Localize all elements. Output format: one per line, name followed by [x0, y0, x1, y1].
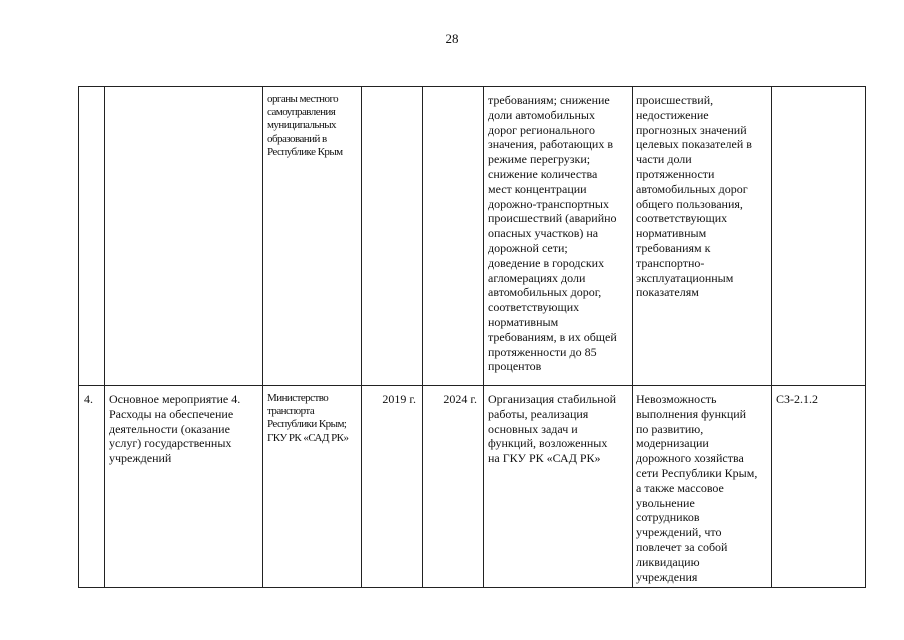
measure-cell: [105, 87, 263, 386]
consequence-text: Невозможность выполнения функций по развитию, модернизации дорожного хозяйства сети Республики Крым, а также массовое увольнение сотрудников учреждений, что повлечет за собой ликвидацию учреждения: [636, 392, 758, 584]
executor-cell: [263, 87, 362, 386]
end-year-cell: [423, 87, 484, 386]
consequence-cell: [633, 386, 772, 588]
row-number-cell: [79, 87, 105, 386]
start-year: 2019 г.: [382, 392, 416, 406]
indicator-text: СЗ-2.1.2: [776, 392, 819, 406]
executor-text: органы местного самоуправления муниципальных образований в Республике Крым: [267, 93, 343, 158]
end-year: 2024 г.: [443, 392, 477, 406]
program-measures-table: [78, 86, 866, 588]
start-year-cell: [362, 386, 423, 588]
consequence-cell: [633, 87, 772, 386]
result-cell: [484, 386, 633, 588]
page-number: 28: [445, 31, 459, 46]
executor-cell: [263, 386, 362, 588]
expected-result-text: Организация стабильной работы, реализация основных задач и функций, возложенных на ГКУ РК «САД РК»: [488, 392, 617, 466]
expected-result-text: требованиям; снижение доли автомобильных дорог регионального значения, работающих в режиме перегрузки; снижение количества мест концентрации дорожно-транспортных происшествий (аварийно опасных участков) на дорожной сети; доведение в городских агломерациях доли автомобильных дорог, соответствующих нормативным требованиям, в их общей протяженности до 85 процентов: [488, 93, 617, 374]
start-year-cell: [362, 87, 423, 386]
indicator-cell: [772, 87, 866, 386]
row-number: 4.: [84, 392, 93, 406]
table-row: [79, 386, 866, 588]
end-year-cell: [423, 386, 484, 588]
executor-text: Министерство транспорта Республики Крым; ГКУ РК «САД РК»: [267, 392, 349, 444]
table-row: [79, 87, 866, 386]
consequence-text: происшествий, недостижение прогнозных значений целевых показателей в части доли протяженности автомобильных дорог общего пользования, соответствующих нормативным требованиям к транспортно- эксплуатационным показателям: [636, 93, 752, 300]
result-cell: [484, 87, 633, 386]
measure-text: Основное мероприятие 4. Расходы на обеспечение деятельности (оказание услуг) государственных учреждений: [109, 392, 241, 466]
measure-cell: [105, 386, 263, 588]
indicator-cell: [772, 386, 866, 588]
row-number-cell: [79, 386, 105, 588]
